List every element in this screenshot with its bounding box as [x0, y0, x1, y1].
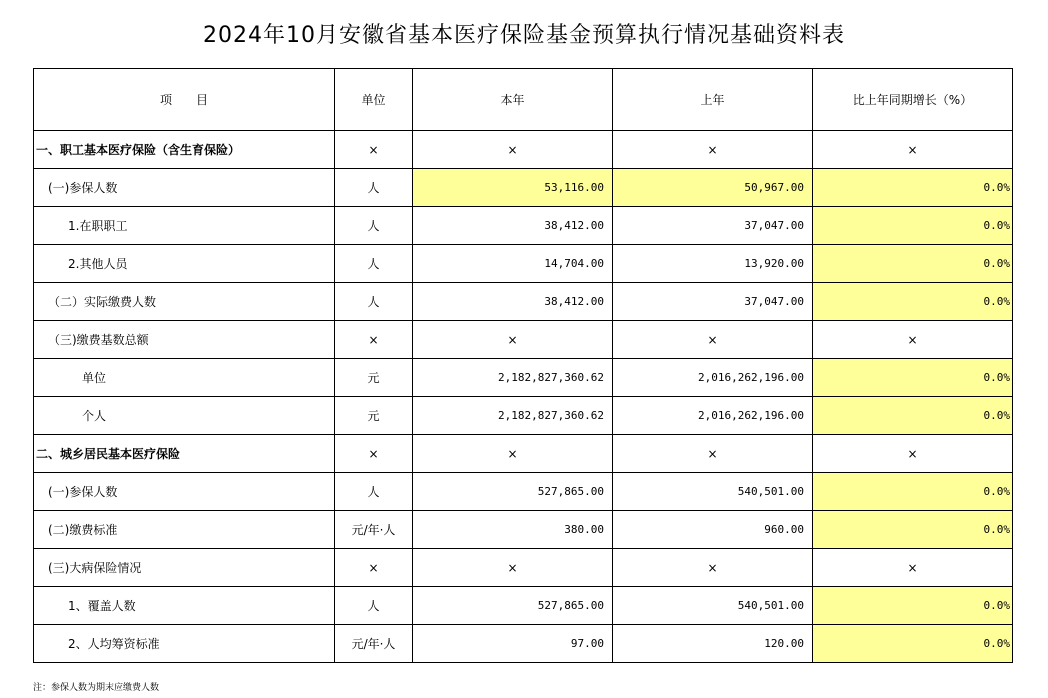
row-item: 2.其他人员: [34, 245, 335, 283]
row-unit: 元/年·人: [335, 625, 413, 663]
row-growth: 0.0%: [813, 625, 1013, 663]
row-this-year: 53,116.00: [413, 169, 613, 207]
row-this-year: 2,182,827,360.62: [413, 397, 613, 435]
row-unit: ×: [335, 435, 413, 473]
table-header-row: [34, 69, 1013, 131]
row-unit: 人: [335, 587, 413, 625]
row-this-year: 2,182,827,360.62: [413, 359, 613, 397]
row-last-year: 13,920.00: [613, 245, 813, 283]
row-this-year: 527,865.00: [413, 473, 613, 511]
header-this-year: 本年: [413, 69, 613, 131]
row-last-year: ×: [613, 549, 813, 587]
row-item: (一)参保人数: [34, 169, 335, 207]
table-row: [34, 283, 1013, 321]
table-row: [34, 207, 1013, 245]
row-item: 单位: [34, 359, 335, 397]
row-growth: ×: [813, 549, 1013, 587]
row-this-year: ×: [413, 549, 613, 587]
row-last-year: 50,967.00: [613, 169, 813, 207]
row-this-year: ×: [413, 321, 613, 359]
row-growth: 0.0%: [813, 207, 1013, 245]
row-item: 1、覆盖人数: [34, 587, 335, 625]
budget-table: [33, 68, 1013, 663]
row-last-year: 37,047.00: [613, 283, 813, 321]
row-unit: 人: [335, 207, 413, 245]
table-row: [34, 473, 1013, 511]
row-unit: 人: [335, 473, 413, 511]
row-last-year: ×: [613, 435, 813, 473]
row-item: （三)缴费基数总额: [34, 321, 335, 359]
table-row: [34, 131, 1013, 169]
row-this-year: 527,865.00: [413, 587, 613, 625]
table-row: [34, 435, 1013, 473]
row-last-year: 37,047.00: [613, 207, 813, 245]
row-item: 2、人均筹资标准: [34, 625, 335, 663]
row-last-year: 540,501.00: [613, 473, 813, 511]
row-growth: 0.0%: [813, 283, 1013, 321]
row-growth: 0.0%: [813, 587, 1013, 625]
row-unit: ×: [335, 321, 413, 359]
row-growth: 0.0%: [813, 473, 1013, 511]
table-row: [34, 549, 1013, 587]
footnote: 注：参保人数为期末应缴费人数: [33, 683, 160, 693]
row-this-year: ×: [413, 435, 613, 473]
row-this-year: 38,412.00: [413, 207, 613, 245]
row-last-year: 120.00: [613, 625, 813, 663]
row-unit: 元: [335, 359, 413, 397]
row-item: (三)大病保险情况: [34, 549, 335, 587]
row-last-year: 540,501.00: [613, 587, 813, 625]
row-unit: 人: [335, 169, 413, 207]
table-row: [34, 169, 1013, 207]
header-unit: 单位: [335, 69, 413, 131]
row-item: 一、职工基本医疗保险（含生育保险）: [34, 131, 335, 169]
row-growth: ×: [813, 321, 1013, 359]
row-growth: ×: [813, 131, 1013, 169]
row-item: (二)缴费标准: [34, 511, 335, 549]
row-this-year: 38,412.00: [413, 283, 613, 321]
row-last-year: ×: [613, 321, 813, 359]
row-last-year: 2,016,262,196.00: [613, 359, 813, 397]
page-title: 2024年10月安徽省基本医疗保险基金预算执行情况基础资料表: [203, 23, 845, 48]
row-last-year: 2,016,262,196.00: [613, 397, 813, 435]
row-unit: 人: [335, 245, 413, 283]
row-growth: 0.0%: [813, 511, 1013, 549]
row-item: （二）实际缴费人数: [34, 283, 335, 321]
row-item: 个人: [34, 397, 335, 435]
row-unit: ×: [335, 549, 413, 587]
row-item: (一)参保人数: [34, 473, 335, 511]
row-last-year: 960.00: [613, 511, 813, 549]
row-growth: ×: [813, 435, 1013, 473]
row-growth: 0.0%: [813, 397, 1013, 435]
header-last-year: 上年: [613, 69, 813, 131]
table-row: [34, 245, 1013, 283]
row-unit: 元: [335, 397, 413, 435]
row-unit: 人: [335, 283, 413, 321]
row-growth: 0.0%: [813, 359, 1013, 397]
row-item: 1.在职职工: [34, 207, 335, 245]
row-item: 二、城乡居民基本医疗保险: [34, 435, 335, 473]
table-row: [34, 397, 1013, 435]
row-growth: 0.0%: [813, 169, 1013, 207]
row-this-year: 97.00: [413, 625, 613, 663]
row-this-year: 380.00: [413, 511, 613, 549]
table-row: [34, 511, 1013, 549]
row-this-year: ×: [413, 131, 613, 169]
row-growth: 0.0%: [813, 245, 1013, 283]
table-row: [34, 625, 1013, 663]
header-growth: 比上年同期增长（%）: [813, 69, 1013, 131]
table-row: [34, 587, 1013, 625]
header-item: 项 目: [34, 69, 335, 131]
row-unit: ×: [335, 131, 413, 169]
table-row: [34, 321, 1013, 359]
row-last-year: ×: [613, 131, 813, 169]
table-row: [34, 359, 1013, 397]
row-this-year: 14,704.00: [413, 245, 613, 283]
row-unit: 元/年·人: [335, 511, 413, 549]
